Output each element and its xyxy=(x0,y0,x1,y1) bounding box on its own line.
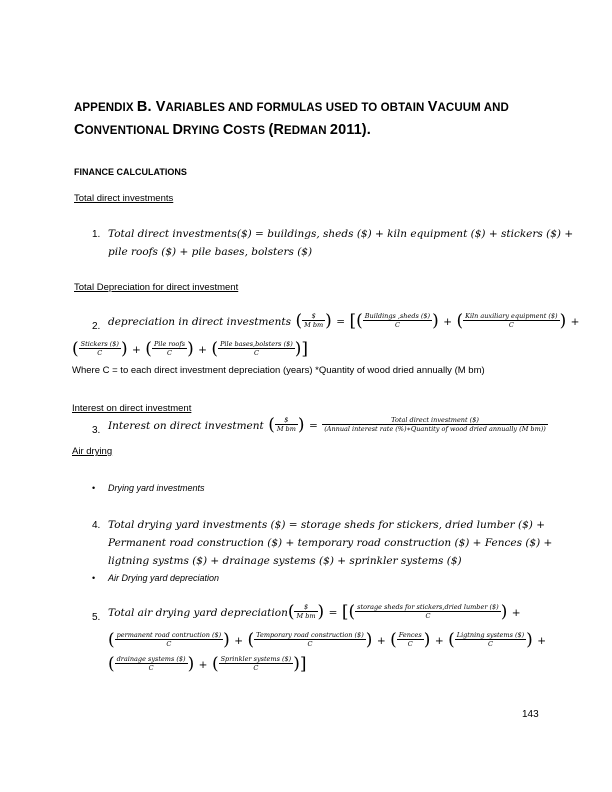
eq3-unit: $ M bm xyxy=(276,416,296,434)
eq5-term-temporary-road: Temporary road construction ($) C xyxy=(256,631,364,649)
finance-heading: FINANCE CALCULATIONS xyxy=(74,167,187,177)
eq3-lhs: Interest on direct investment xyxy=(108,420,264,432)
eq2-term-pile-roofs: Pile roofs C xyxy=(153,340,186,358)
eq3-line: Interest on direct investment ( $ M bm ) = Total direct investment ($) (Annual interest rate (%)∗Quantity of wood dried annually (M bm)) xyxy=(108,414,546,435)
total-depreciation-heading: Total Depreciation for direct investment xyxy=(74,282,239,293)
eq1-line2: pile roofs ($) + pile bases, bolsters ($) xyxy=(108,246,313,258)
eq5-line3: ( drainage systems ($) C ) + ( Sprinkler systems ($) C )] xyxy=(108,653,307,674)
eq5-term-lightning: Ligtning systems ($) C xyxy=(456,631,525,649)
page-number: 143 xyxy=(522,709,539,720)
eq2-lhs: depreciation in direct investments xyxy=(108,316,292,328)
eq5-term-permanent-road: permanent road contruction ($) C xyxy=(116,631,222,649)
eq4-line1: Total drying yard investments ($) = storage sheds for stickers, dried lumber ($) + xyxy=(108,519,546,531)
eq5-number: 5. xyxy=(92,612,101,623)
eq5-term-drainage: drainage systems ($) C xyxy=(116,655,186,673)
eq3-fraction: Total direct investment ($) (Annual interest rate (%)∗Quantity of wood dried annually (M bm)) xyxy=(324,416,546,434)
bullet-air-drying-yard-depreciation: Air Drying yard depreciation xyxy=(108,573,220,583)
eq4-line3: ligtning systms ($) + drainage systems ($) + sprinkler systems ($) xyxy=(108,555,462,567)
air-drying-heading: Air drying xyxy=(72,446,113,457)
eq5-term-storage-sheds: storage sheds for stickers,dried lumber ($) C xyxy=(357,603,499,621)
eq5-lhs: Total air drying yard depreciation xyxy=(108,607,288,619)
interest-heading: Interest on direct investment xyxy=(72,403,192,414)
eq5-line1: Total air drying yard depreciation( $ M bm ) = [( storage sheds for stickers,dried lumber ($) C ) + xyxy=(108,601,521,622)
bullet-dot-2: • xyxy=(92,573,96,583)
bullet-dot-1: • xyxy=(92,483,96,493)
eq4-number: 4. xyxy=(92,520,101,531)
eq2-term-pile-bases: Pile bases,bolsters ($) C xyxy=(220,340,293,358)
appendix-title-line1: APPENDIX B. VARIABLES AND FORMULAS USED TO OBTAIN VACUUM AND xyxy=(74,99,509,115)
eq2-term-stickers: Stickers ($) C xyxy=(80,340,119,358)
eq4-line2: Permanent road construction ($) + temporary road construction ($) + Fences ($) + xyxy=(108,537,553,549)
eq2-term-buildings: Buildings ,sheds ($) C xyxy=(364,312,431,330)
eq2-unit: $ M bm xyxy=(304,312,324,330)
eq5-term-sprinkler: Sprinkler systems ($) C xyxy=(220,655,292,673)
eq5-unit: $ M bm xyxy=(296,603,316,621)
bullet-drying-yard-investments: Drying yard investments xyxy=(108,483,205,493)
eq2-number: 2. xyxy=(92,321,101,332)
eq3-number: 3. xyxy=(92,425,101,436)
eq5-line2: ( permanent road contruction ($) C ) + ( Temporary road construction ($) C ) + ( Fences C ) + ( Ligtning systems ($) C ) + xyxy=(108,629,547,650)
total-direct-heading: Total direct investments xyxy=(74,193,174,204)
eq1-line1: Total direct investments($) = buildings, sheds ($) + kiln equipment ($) + stickers ($) + xyxy=(108,228,574,240)
eq2-line2: ( Stickers ($) C ) + ( Pile roofs C ) + ( Pile bases,bolsters ($) C )] xyxy=(72,338,309,359)
eq2-term-kiln: Kiln auxiliary equipment ($) C xyxy=(465,312,558,330)
appendix-title-line2: CONVENTIONAL DRYING COSTS (REDMAN 2011). xyxy=(74,122,371,138)
eq2-line1: depreciation in direct investments ( $ M bm ) = [( Buildings ,sheds ($) C ) + ( Kiln auxiliary equipment ($) C ) + xyxy=(108,310,580,331)
eq5-term-fences: Fences C xyxy=(398,631,422,649)
where-text: Where C = to each direct investment depreciation (years) *Quantity of wood dried annually (M bm) xyxy=(72,365,485,376)
eq1-number: 1. xyxy=(92,229,101,240)
